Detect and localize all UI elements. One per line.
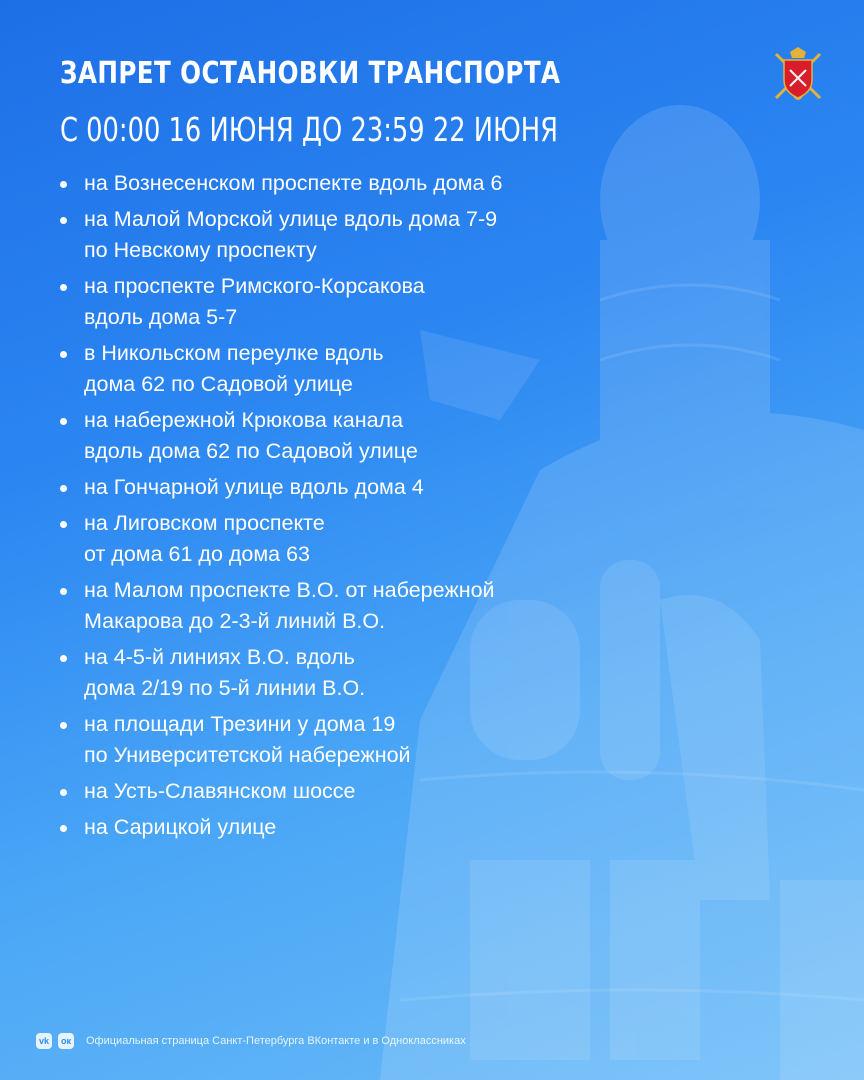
odnoklassniki-icon[interactable]: ок [58,1033,74,1049]
spb-coat-of-arms-icon [772,46,824,104]
footer-text: Официальная страница Санкт-Петербурга ВКонтакте и в Одноклассниках [86,1035,466,1047]
page-title: ЗАПРЕТ ОСТАНОВКИ ТРАНСПОРТА [60,56,561,91]
list-item: на площади Трезини у дома 19 по Университетской набережной [58,709,618,771]
list-item: на Малой Морской улице вдоль дома 7-9 по Невскому проспекту [58,204,618,266]
list-item: на набережной Крюкова канала вдоль дома 62 по Садовой улице [58,405,618,467]
list-item: на Гончарной улице вдоль дома 4 [58,472,618,503]
footer [36,1032,466,1050]
list-item: на Вознесенском проспекте вдоль дома 6 [58,168,618,199]
list-item: в Никольском переулке вдоль дома 62 по Садовой улице [58,338,618,400]
list-item: на Лиговском проспекте от дома 61 до дома 63 [58,508,618,570]
list-item: на 4-5-й линиях В.О. вдоль дома 2/19 по 5-й линии В.О. [58,642,618,704]
list-item: на проспекте Римского-Корсакова вдоль дома 5-7 [58,271,618,333]
list-item: на Малом проспекте В.О. от набережной Макарова до 2-3-й линий В.О. [58,575,618,637]
date-range-subtitle: С 00:00 16 ИЮНЯ ДО 23:59 22 ИЮНЯ [60,110,559,149]
list-item: на Сарицкой улице [58,812,618,843]
restriction-list [58,168,618,848]
list-item: на Усть-Славянском шоссе [58,776,618,807]
vk-icon[interactable]: vk [36,1033,52,1049]
